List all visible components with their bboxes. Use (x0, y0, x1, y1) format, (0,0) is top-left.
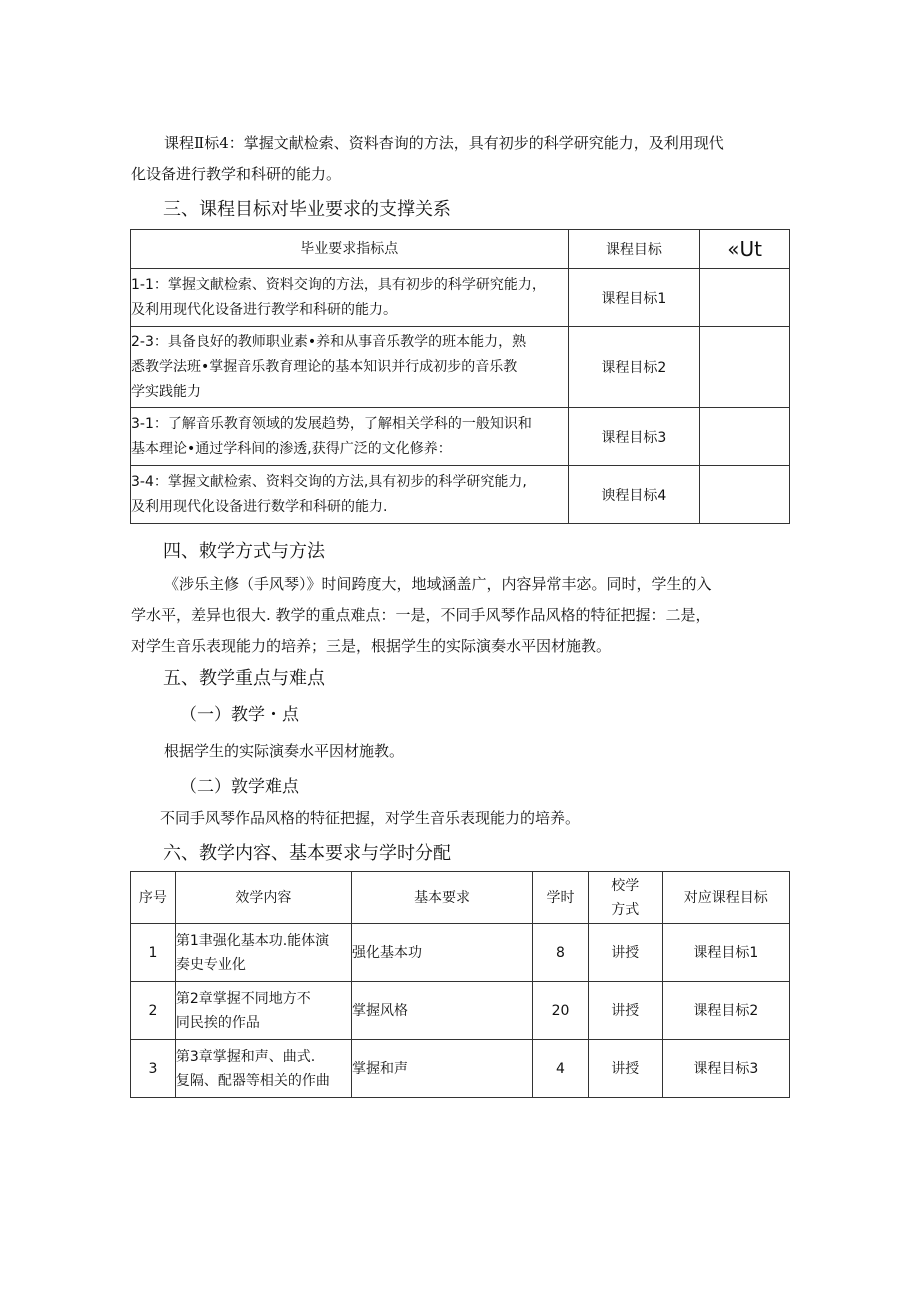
row-goal: 课程目标1 (662, 924, 789, 982)
requirement-line: 悉教学法班•掌握音乐教育理论的基本知识并行成初步的音乐教 (131, 358, 518, 375)
table-row (131, 269, 790, 327)
requirement-line: 学实践能力 (131, 383, 201, 400)
requirement-line: 2-3：具备良好的教师职业素•养和从事音乐教学的班本能力，熟 (131, 333, 527, 350)
header-extra: «Ut (700, 230, 790, 269)
content-line: 第2章掌握不同地方不 (175, 990, 311, 1007)
table-header-row (131, 872, 790, 924)
row-content (175, 924, 351, 982)
row-requirement: 掌握风格 (352, 982, 533, 1040)
header-requirement: 基本要求 (352, 872, 533, 924)
content-line: 复隔、配器等相关的作曲 (175, 1072, 330, 1089)
row-mode: 讲授 (588, 924, 662, 982)
extra-cell (700, 408, 790, 466)
header-mode-line: 校学 (611, 877, 640, 894)
intro-line-1: 课程Ⅱ标4：掌握文献检索、资料杳询的方法，具有初步的科学研究能力，及利用现代 (164, 134, 724, 152)
content-line: 奏史专业化 (175, 956, 246, 973)
requirement-line: 1-1：掌握文献检索、资料交询的方法，具有初步的科学研究能力， (131, 276, 546, 293)
paragraph-line: 学水平，差异也很大. 教学的重点难点：一是，不同手风琴作品风格的特征把握：二是， (131, 606, 711, 624)
content-line: 同民挨的作品 (175, 1014, 260, 1031)
row-goal: 课程目标3 (662, 1040, 789, 1098)
section-4-paragraph (131, 569, 791, 662)
row-requirement: 掌握和声 (352, 1040, 533, 1098)
extra-cell (700, 466, 790, 524)
row-hours: 8 (533, 924, 589, 982)
subsection-teaching-key-heading: （一）教学・点 (180, 705, 299, 725)
row-goal: 课程目标2 (662, 982, 789, 1040)
subsection-teaching-difficulty-heading: （二）敦学难点 (180, 777, 299, 797)
intro-paragraph (131, 128, 791, 190)
row-mode: 讲授 (588, 1040, 662, 1098)
table-row (131, 466, 790, 524)
requirement-line: 3-1：了解音乐教育领域的发展趋势，了解相关学科的一般知识和 (131, 415, 532, 432)
section-5-heading: 五、教学重点与难点 (163, 668, 325, 689)
teaching-difficulty-text: 不同手风琴作品风格的特征把握，对学生音乐表现能力的培养。 (160, 809, 581, 827)
header-requirement: 毕业要求指标点 (131, 230, 569, 269)
paragraph-line: 对学生音乐表现能力的培养；三是，根据学生的实际演奏水平因材施教。 (131, 637, 612, 655)
requirement-cell (131, 327, 569, 408)
teaching-key-text: 根据学生的实际演奏水平因材施教。 (164, 742, 405, 760)
header-course-goal: 课程目标 (568, 230, 700, 269)
section-6-heading: 六、教学内容、基本要求与学时分配 (163, 843, 451, 864)
requirement-line: 3-4：掌握文献检索、资料交询的方法,具有初步的科学研究能力, (131, 473, 527, 490)
row-requirement: 强化基本功 (352, 924, 533, 982)
row-mode: 讲授 (588, 982, 662, 1040)
row-hours: 20 (533, 982, 589, 1040)
support-relation-table (130, 229, 790, 524)
extra-cell (700, 327, 790, 408)
goal-cell: 谀程目标4 (568, 466, 700, 524)
goal-cell: 课程目标2 (568, 327, 700, 408)
header-mode-line: 方式 (611, 901, 640, 918)
extra-cell (700, 269, 790, 327)
row-content (175, 982, 351, 1040)
row-number: 2 (131, 982, 176, 1040)
table-row (131, 408, 790, 466)
content-line: 第3章掌握和声、曲式. (175, 1048, 316, 1065)
content-line: 第1聿强化基本功.能体演 (175, 932, 330, 949)
content-schedule-table (130, 871, 790, 1098)
requirement-line: 基本理论•通过学科间的渗透,获得广泛的文化修养： (131, 440, 452, 457)
intro-line-2: 化设备进行教学和科研的能力。 (131, 165, 342, 183)
requirement-cell (131, 408, 569, 466)
row-number: 3 (131, 1040, 176, 1098)
section-3-heading: 三、课程目标对毕业要求的支撑关系 (163, 199, 451, 220)
table-row (131, 327, 790, 408)
table-header-row (131, 230, 790, 269)
header-hours: 学时 (533, 872, 589, 924)
requirement-line: 及利用现代化设备进行数学和科研的能力. (131, 498, 388, 515)
section-4-heading: 四、敕学方式与方法 (163, 541, 325, 562)
paragraph-line: 《涉乐主修（手风琴）》时间跨度大，地域涵盖广，内容异常丰宓。同时，学生的入 (164, 575, 712, 593)
header-goal: 对应课程目标 (662, 872, 789, 924)
row-hours: 4 (533, 1040, 589, 1098)
table-row (131, 1040, 790, 1098)
table-row (131, 982, 790, 1040)
header-number: 序号 (131, 872, 176, 924)
goal-cell: 课程目标1 (568, 269, 700, 327)
table-row (131, 924, 790, 982)
requirement-cell (131, 466, 569, 524)
row-number: 1 (131, 924, 176, 982)
header-mode (588, 872, 662, 924)
requirement-line: 及利用现代化设备进行教学和科研的能力。 (131, 301, 397, 318)
row-content (175, 1040, 351, 1098)
goal-cell: 课程目标3 (568, 408, 700, 466)
header-content: 效学内容 (175, 872, 351, 924)
requirement-cell (131, 269, 569, 327)
